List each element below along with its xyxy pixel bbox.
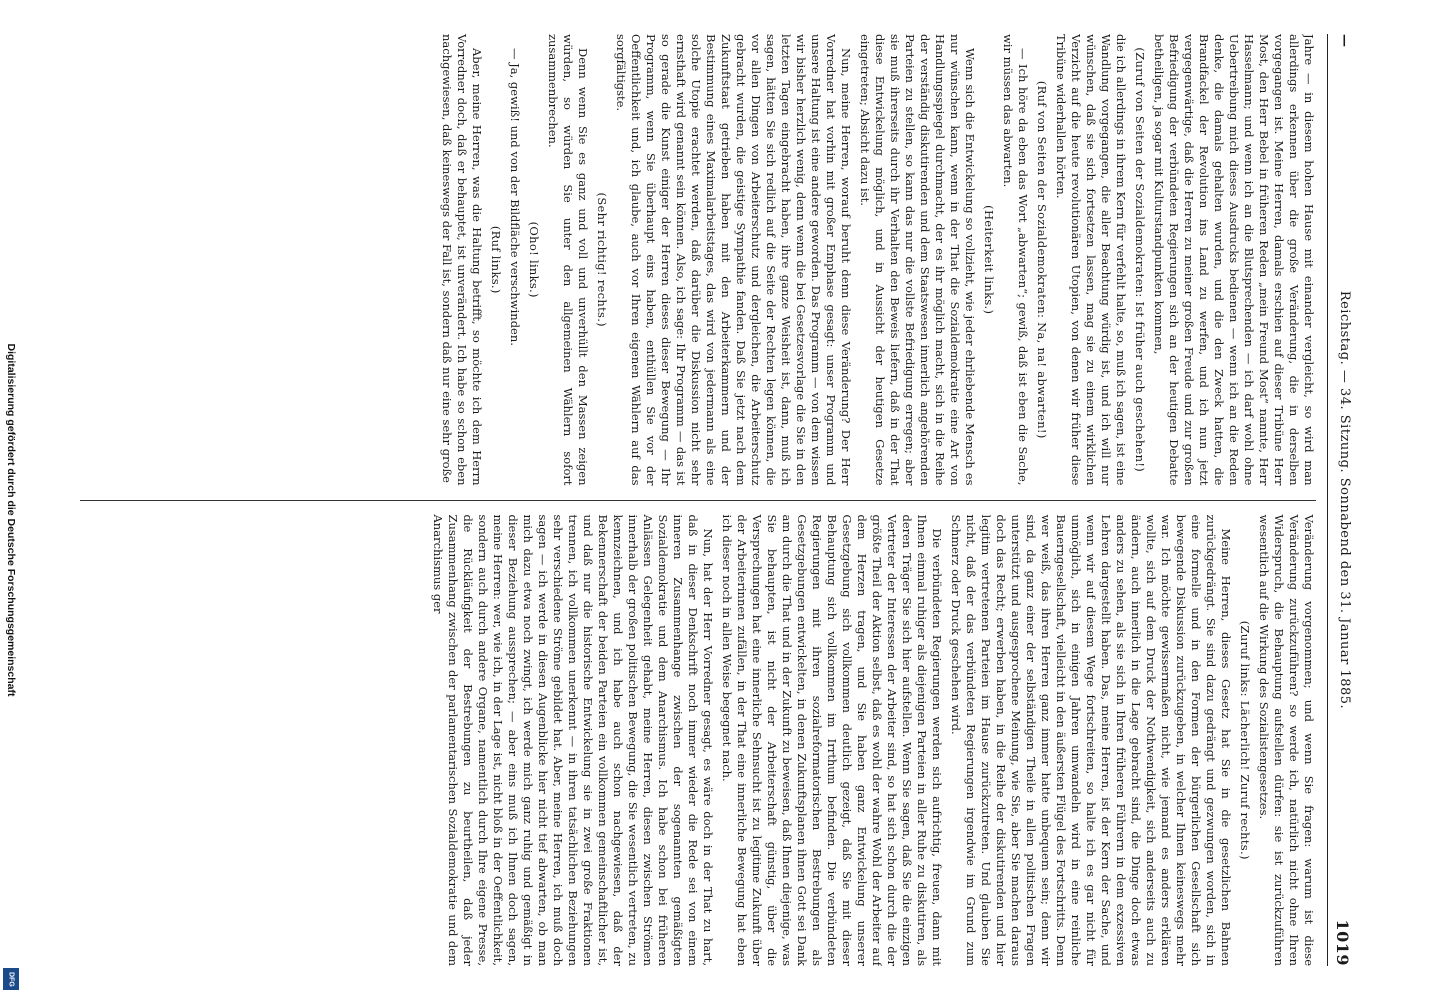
- newspaper-page: [60, 12, 1372, 988]
- paragraph: Jahre — in diesem hohen Hause mit einander vergleicht, so wird man allerdings erkennen über die große Veränderung, die in derselben vorgegangen ist. Meine Herren, damals erschien auf dieser Tribüne Herr Most, den Herr Bebel in früheren Reden „mein Freund Most“ nannte, Herr Hasselmann; und wenn ich an die Blutsprechenden — ich darf wohl ohne Uebertreibung mich dieses Ausdrucks bedienen — wenn ich an die Reden denke, die damals gehalten wurden, und die den Zweck hatten, die Brandfackel der Revolution ins Land zu werfen, und ich nun jetzt vergegenwärtige, daß die Herren zu meiner großen Freude und zur großen Befriedigung der verbündeten Regierungen sich an der heutigen Debatte betheiligen, ja sogar mit Kulturstandpunkten kommen,: [1152, 34, 1316, 486]
- stage-direction: (Ruf von Seiten der Sozialdemokraten: Na, na! abwarten!): [1035, 80, 1049, 439]
- stage-direction: (Sehr richtig! rechts.): [595, 192, 609, 327]
- stage-direction: (Oho! links.): [527, 221, 541, 298]
- paragraph: Nun, hat der Herr Vorredner gesagt, es wäre doch in der That zu hart, daß in dieser Denkschrift noch immer wieder die Rede sei von einem inneren Zusammenhange zwischen der sogenannten gemäßigten Sozialdemokratie und dem Anarchismus. Ich habe schon bei früheren Anlässen Gelegenheit gehabt, meine Herren, diesen zwischen Strömen innerhalb der großen politischen Bewegung, die Sie wesentlich vertreten, zu kennzeichnen, und ich habe auch schon nachgewiesen, daß der Bekennerschaft der beiden Parteien ein vollkommen gemeinschaftlicher ist, und daß nur die historische Entwickelung sie in zwei große Fraktionen trennen, ich vollkommen unerkennt — in ihren tatsächlichen Beziehungen sehr verschiedene Ströme gebildet hat. Aber, meine Herren, ich muß doch sagen — ich werde in diesen Augenblicke hier nicht tief abwarten, ob man mich dazu etwa noch zwingt, ich werde mich ganz ruhig und gemäßigt in dieser Beziehung aussprechen; — aber eins muß ich Ihnen doch sagen, meine Herren: wer, wie ich, in der Lage ist, nicht bloß in der Oeffentlichkeit, sondern auch durch andere Organe, namentlich durch Ihre eigene Presse, die Rückläufigkeit der Bestrebungen zu beurtheilen, daß jeder Zusammenhang zwischen der parlamentarischen Sozialdemokratie und dem Anarchismus ger: [431, 514, 715, 966]
- right-column: [80, 501, 1316, 967]
- header-rule: [1327, 34, 1328, 966]
- stage-direction: (Zuruf links: Lächerlich! Zuruf rechts.): [1238, 620, 1252, 860]
- left-column: [80, 34, 1316, 500]
- page-number: 1019: [1333, 919, 1352, 966]
- paragraph: — Ich höre da eben das Wort „abwarten“; gewiß, daß ist eben die Sache, wir müssen das abwarten.: [1001, 34, 1030, 486]
- header-left-marker: —: [1337, 34, 1352, 48]
- page-header: [1330, 34, 1356, 966]
- paragraph: Nun, meine Herren, worauf beruht denn diese Veränderung? Der Herr Vorredner hat vorhin mit großer Emphase gesagt: unser Programm und unsere Haltung ist eine andere geworden. Das Programm — von dem wissen wir bisher herzlich wenig, denn wenn die bei Gesetzesvorlage die Sie in den letzten Tagen eingebracht haben, ihre ganze Weisheit ist, dann, muß ich sagen, hätten Sie sich redlich auf die Seite der Rechten legen können, die vor allen Dingen von Arbeiterschutz und dergleichen, die Arbeiterschutz gebracht wurden, die geistige Sympathie fanden. Daß Sie jetzt nach dem Zukunftstaat getrieben haben mit den Arbeiterkammern und der Bestimmung eines Maximalarbeitstages, das wird von jedermann als eine solche Utopie erachtet werden, daß darüber die Diskussion nicht sehr ernsthaft wird genannt sein können. Also, ich sage: Ihr Programm — das ist so gerade die Kunst einiger der Herren dieses dieser Bewegung — Ihr Programm, wenn Sie überhaupt eins haben, enthüllen Sie vor der Oeffentlichkeit und, ich glaube, auch vor Ihren eigenen Wählern auf das sorgfältigste.: [614, 34, 853, 486]
- header-title: Reichstag. — 34. Sitzung. Sonnabend den 31. Januar 1885.: [1337, 290, 1352, 710]
- paragraph: Aber, meine Herren, was die Haltung betrifft, so möchte ich dem Herrn Vorredner doch, daß er behauptet, ist unverändert. Ich habe so schon eben nachgewiesen, daß keineswegs der Fall ist, sondern daß nur eine sehr große: [440, 34, 484, 486]
- paragraph: Die verbündeten Regierungen werden sich aufrichtig, freuen, dann mit Ihnen einmal ruhiger als diejenigen Parteien in aller Ruhe zu diskutiren, als deren Träger Sie sich hier aufstellen. Wenn Sie sagen, daß Sie die einzigen Vertreter der Interessen der Arbeiter sind, so hat sich schon durch die der größte Theil der Aktion selbst, daß es wohl der wahre Wohl der Arbeiter auf dem Herzen tragen, und Sie haben ganz Entwickelung unserer Gesetzgebung sich vollkommen deutlich gezeigt, daß Sie mit dieser Behauptung sich vollkommen im Irrthum befinden. Die verbündeten Regierungen mit ihren sozialreformatorischen Bestrebungen als Gesetzgebungen entwickelten, in denen Zukunftsplanen ihnen Gott sei Dank am durch die That und in der Zukunft zu beweisen, daß Ihnen diejenige, was Sie behaupten, ist nicht der Arbeiterschaft günstig, über die Versprechungen hat eine innerliche Sehnsucht ist zu legitime Zukunft über der Arbeiterinnen zufällen, in der That eine innerliche Bewegung hat eben ich dieser noch in allen Weise begegnet nach.: [720, 514, 944, 966]
- paragraph: — Ja, gewiß! und von der Bildfläche verschwinden.: [508, 48, 522, 346]
- paragraph: Wenn sich die Entwickelung so vollzieht, wie jeder ehrliebende Mensch es nur wünschen kann, wenn in der That die Sozialdemokratie eine Art von Handlungsspiegel durchmacht, der es ihr möglich macht, sich in die Reihe der verständig diskutirenden und dem Staatswesen innerlich angehörenden Parteien zu stellen, so kann das nur die vollste Befriedigung erregen; aber sie muß ihrerseits durch ihr Verhalten den Beweis liefern, daß in der That diese Entwickelung möglich, und in Aussicht der heutigen Gesetze eingetreten; Absicht dazu ist.: [858, 34, 977, 486]
- paragraph: Denn wenn Sie es ganz und voll und unverhüllt den Massen zeigen würden, so würden Sie unter den allgemeinen Wählern sofort zusammenbrechen.: [546, 34, 590, 486]
- funding-credit: Digitalisierung gefördert durch die Deutsche Forschungsgemeinschaft: [5, 343, 17, 697]
- dfg-logo: DFG: [3, 968, 19, 990]
- text-columns: [80, 34, 1316, 966]
- stage-direction: (Ruf links.): [489, 225, 503, 294]
- funding-strip: [0, 0, 22, 1000]
- paragraph: Veränderung vorgenommen; und wenn Sie fragen: warum ist diese Veränderung zurückzuführen? so werde ich, natürlich nicht ohne Ihren Widerspruch, die Behauptung aufstellen dürfen: sie ist zurückzuführen wesentlich auf die Wirkung des Sozialistengesetzes.: [1257, 514, 1316, 966]
- stage-direction: (Zuruf von Seiten der Sozialdemokraten: Ist früher auch geschehen!): [1133, 47, 1147, 473]
- paragraph: Meine Herren, dieses Gesetz hat Sie in die gesetzlichen Bahnen zurückgedrängt. Sie sind dazu gedrängt und gezwungen worden, sich in eine formelle und in den Formen der bürgerlichen Gesellschaft sich bewegende Diskussion zurückzugeben, in welcher Ihnen keineswegs mehr war. Ich möchte gewissermaßen nicht, wie jemand es anders erklären wollte, sich auf dem Druck der Nothwendigkeit, sich anderseits auch zu ändern, auch innerlich in die Lage gebracht sind, die Dinge doch etwas anders zu sehen, als sie sich in Ihren früheren Führern in dem exzessiven Lehren dargestellt haben. Das, meine Herren, ist der Kern der Sache, und wenn wir auf diesem Wege fortschreiten, so halte ich es gar nicht für unmöglich, sich in einigen Jahren umwandeln wird in eine reinliche Bauerngesellschaft, vielleicht in den äußersten Flügel des Fortschritts. Denn wer weiß, das ihren Herren ganz immer hatte unbequem sein; denn wir sind, da ganz einer der selbständigen Theile in allen politischen Fragen unterstützt und ausgesprochene Meinung, wie Sie, aber Sie machen daraus doch das Recht; erwerben haben, in die Reihe der diskutirenden und hier legitim vertretenen Parteien im Hause zurückzutreten. Und glauben Sie nicht, daß der das verbündeten Regierungen irgendwie im Grund zum Schmerz oder Druck geschehen wird.: [949, 514, 1233, 966]
- stage-direction: (Heiterkeit links.): [982, 205, 996, 315]
- paragraph: die ich allerdings in ihrem Kern für verfehlt halte, so, muß ich sagen, ist eine Wandlung vorgegangen, die aller Beachtung würdig ist, und ich will nur wünschen, daß sie sich fortsetzen lassen, mag sie zu einem wirklichen Verzicht auf die heute revolutionären Utopien, von denen wir früher diese Tribüne widerhallen hörten.: [1054, 34, 1128, 486]
